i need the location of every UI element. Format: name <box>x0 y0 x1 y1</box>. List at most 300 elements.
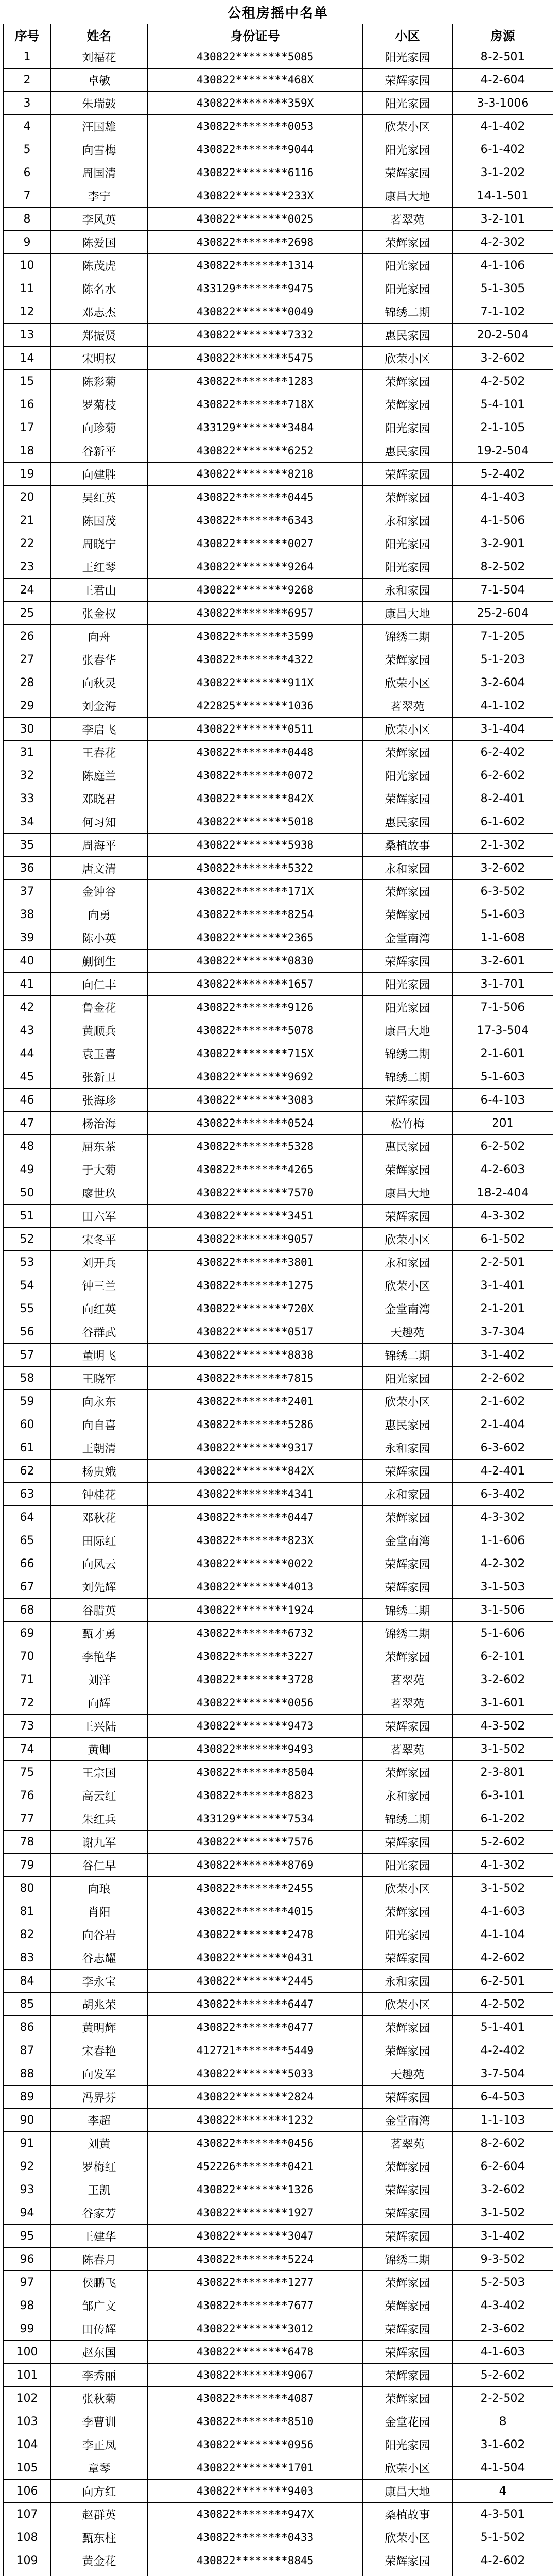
row-number: 68 <box>4 1599 51 1622</box>
community-cell: 锦绣二期 <box>363 1622 453 1645</box>
row-number: 58 <box>4 1367 51 1390</box>
community-cell: 阳光家园 <box>363 416 453 439</box>
table-row <box>4 1552 553 1575</box>
community-cell: 荣辉家园 <box>363 903 453 926</box>
table-row <box>4 2317 553 2341</box>
table-row <box>4 787 553 810</box>
table-row <box>4 2526 553 2549</box>
id-number-cell: 430822********1924 <box>148 1599 363 1622</box>
page-title: 公租房摇中名单 <box>227 6 328 21</box>
id-number-cell: 430822********5322 <box>148 857 363 880</box>
unit-cell: 5-2-602 <box>453 2364 553 2387</box>
row-number: 72 <box>4 1691 51 1715</box>
community-cell: 欣荣小区 <box>363 718 453 741</box>
table-row <box>4 2109 553 2132</box>
name-cell: 刘洋 <box>51 1668 148 1691</box>
table-row <box>4 973 553 996</box>
name-cell: 刘金海 <box>51 694 148 718</box>
table-row <box>4 509 553 532</box>
row-number: 96 <box>4 2248 51 2271</box>
column-header: 序号 <box>4 24 51 45</box>
community-cell: 荣辉家园 <box>363 1900 453 1923</box>
row-number: 44 <box>4 1042 51 1065</box>
name-cell: 向仁丰 <box>51 973 148 996</box>
table-row <box>4 463 553 486</box>
table-row <box>4 45 553 69</box>
id-number-cell: 430822********7815 <box>148 1367 363 1390</box>
unit-cell: 8-2-502 <box>453 555 553 579</box>
name-cell: 邓志杰 <box>51 300 148 324</box>
community-cell: 荣辉家园 <box>363 1575 453 1599</box>
table-row <box>4 1112 553 1135</box>
unit-cell: 4-2-502 <box>453 370 553 393</box>
table-row <box>4 1993 553 2016</box>
name-cell: 鲁金花 <box>51 996 148 1019</box>
community-cell: 荣辉家园 <box>363 1831 453 1854</box>
id-number-cell <box>148 2572 363 2576</box>
unit-cell: 6-1-202 <box>453 1807 553 1831</box>
row-number: 76 <box>4 1784 51 1807</box>
row-number: 67 <box>4 1575 51 1599</box>
id-number-cell: 430822********4015 <box>148 1900 363 1923</box>
name-cell: 陈庭兰 <box>51 764 148 787</box>
id-number-cell: 430822********9264 <box>148 555 363 579</box>
column-header: 身份证号 <box>148 24 363 45</box>
unit-cell: 3-1-602 <box>453 2433 553 2456</box>
row-number: 51 <box>4 1205 51 1228</box>
name-cell: 邹广文 <box>51 2294 148 2317</box>
table-row <box>4 393 553 416</box>
community-cell: 惠民家园 <box>363 810 453 834</box>
table-row <box>4 1274 553 1297</box>
row-number: 85 <box>4 1993 51 2016</box>
name-cell: 周国清 <box>51 161 148 184</box>
row-number: 84 <box>4 1970 51 1993</box>
row-number: 55 <box>4 1297 51 1320</box>
row-number: 1 <box>4 45 51 69</box>
table-row <box>4 115 553 138</box>
unit-cell: 8-2-602 <box>453 2132 553 2155</box>
unit-cell: 6-2-402 <box>453 741 553 764</box>
table-row <box>4 579 553 602</box>
community-cell: 金堂南湾 <box>363 1529 453 1552</box>
unit-cell: 4 <box>453 2480 553 2503</box>
id-number-cell: 430822********1232 <box>148 2109 363 2132</box>
id-number-cell: 430822********2698 <box>148 231 363 254</box>
name-cell: 向琅 <box>51 1877 148 1900</box>
id-number-cell: 430822********3227 <box>148 1645 363 1668</box>
unit-cell: 6-3-402 <box>453 1483 553 1506</box>
table-row <box>4 2480 553 2503</box>
name-cell: 甄才勇 <box>51 1622 148 1645</box>
id-number-cell: 430822********7677 <box>148 2294 363 2317</box>
unit-cell: 2-1-602 <box>453 1390 553 1413</box>
unit-cell: 3-1-402 <box>453 2225 553 2248</box>
unit-cell: 6-4-503 <box>453 2086 553 2109</box>
row-number: 101 <box>4 2364 51 2387</box>
row-number: 14 <box>4 347 51 370</box>
table-row <box>4 2155 553 2178</box>
unit-cell: 4-2-604 <box>453 69 553 92</box>
community-cell: 荣辉家园 <box>363 1946 453 1970</box>
name-cell: 周晓宁 <box>51 532 148 555</box>
unit-cell: 8 <box>453 2410 553 2433</box>
table-row <box>4 486 553 509</box>
name-cell: 黄金花 <box>51 2549 148 2572</box>
row-number: 79 <box>4 1854 51 1877</box>
unit-cell: 4-3-302 <box>453 1506 553 1529</box>
id-number-cell: 430822********1326 <box>148 2178 363 2201</box>
unit-cell: 3-2-601 <box>453 950 553 973</box>
community-cell: 茗翠苑 <box>363 1691 453 1715</box>
row-number: 81 <box>4 1900 51 1923</box>
unit-cell: 9-3-502 <box>453 2248 553 2271</box>
id-number-cell: 430822********6957 <box>148 602 363 625</box>
table-row <box>4 1390 553 1413</box>
name-cell: 卓敏 <box>51 69 148 92</box>
name-cell: 向永东 <box>51 1390 148 1413</box>
unit-cell: 6-1-502 <box>453 1228 553 1251</box>
name-cell: 廖世玖 <box>51 1181 148 1205</box>
unit-cell: 6-2-502 <box>453 1135 553 1158</box>
table-row <box>4 231 553 254</box>
table-row <box>4 1877 553 1900</box>
id-number-cell: 430822********947X <box>148 2503 363 2526</box>
id-number-cell: 430822********9493 <box>148 1738 363 1761</box>
name-cell: 侯鹏飞 <box>51 2271 148 2294</box>
table-row <box>4 2271 553 2294</box>
community-cell: 欣荣小区 <box>363 1228 453 1251</box>
table-row <box>4 810 553 834</box>
id-number-cell: 430822********0049 <box>148 300 363 324</box>
table-row <box>4 208 553 231</box>
id-number-cell: 430822********1275 <box>148 1274 363 1297</box>
id-number-cell: 430822********6447 <box>148 1993 363 2016</box>
row-number: 22 <box>4 532 51 555</box>
row-number: 74 <box>4 1738 51 1761</box>
unit-cell: 3-1-503 <box>453 1575 553 1599</box>
row-number: 42 <box>4 996 51 1019</box>
id-number-cell: 430822********9403 <box>148 2480 363 2503</box>
unit-cell: 3-1-601 <box>453 1691 553 1715</box>
row-number: 49 <box>4 1158 51 1181</box>
table-row <box>4 1622 553 1645</box>
unit-cell: 2-2-602 <box>453 1367 553 1390</box>
unit-cell: 5-1-401 <box>453 2016 553 2039</box>
table-row <box>4 2387 553 2410</box>
name-cell: 李秀丽 <box>51 2364 148 2387</box>
community-cell: 锦绣二期 <box>363 1042 453 1065</box>
row-number: 32 <box>4 764 51 787</box>
table-row <box>4 903 553 926</box>
id-number-cell: 430822********0524 <box>148 1112 363 1135</box>
unit-cell: 4-3-302 <box>453 1205 553 1228</box>
table-row <box>4 926 553 950</box>
unit-cell: 4-2-502 <box>453 1993 553 2016</box>
table-row <box>4 1158 553 1181</box>
name-cell: 刘福花 <box>51 45 148 69</box>
community-cell: 金堂花园 <box>363 2410 453 2433</box>
community-cell: 茗翠苑 <box>363 208 453 231</box>
community-cell: 阳光家园 <box>363 2433 453 2456</box>
community-cell: 康昌大地 <box>363 2480 453 2503</box>
table-row <box>4 2503 553 2526</box>
row-number: 25 <box>4 602 51 625</box>
name-cell: 王红琴 <box>51 555 148 579</box>
unit-cell: 1-1-103 <box>453 2109 553 2132</box>
row-number: 77 <box>4 1807 51 1831</box>
unit-cell: 6-2-101 <box>453 1645 553 1668</box>
name-cell: 邓晓君 <box>51 787 148 810</box>
id-number-cell: 430822********9473 <box>148 1715 363 1738</box>
row-number: 103 <box>4 2410 51 2433</box>
name-cell: 王凯 <box>51 2178 148 2201</box>
id-number-cell: 430822********0431 <box>148 1946 363 1970</box>
row-number: 109 <box>4 2549 51 2572</box>
unit-cell: 2-1-601 <box>453 1042 553 1065</box>
id-number-cell: 430822********8838 <box>148 1344 363 1367</box>
name-cell: 向勇 <box>51 903 148 926</box>
table-row <box>4 1715 553 1738</box>
name-cell: 谷仁早 <box>51 1854 148 1877</box>
id-number-cell: 412721********5449 <box>148 2039 363 2062</box>
unit-cell: 3-2-901 <box>453 532 553 555</box>
name-cell: 钟三兰 <box>51 1274 148 1297</box>
table-row <box>4 1436 553 1460</box>
row-number: 8 <box>4 208 51 231</box>
community-cell: 锦绣二期 <box>363 625 453 648</box>
row-number: 107 <box>4 2503 51 2526</box>
community-cell: 惠民家园 <box>363 1413 453 1436</box>
name-cell: 董明飞 <box>51 1344 148 1367</box>
row-number: 10 <box>4 254 51 277</box>
id-number-cell: 430822********7576 <box>148 1831 363 1854</box>
name-cell: 陈春月 <box>51 2248 148 2271</box>
community-cell: 荣辉家园 <box>363 1205 453 1228</box>
name-cell: 王宗国 <box>51 1761 148 1784</box>
name-cell: 周海平 <box>51 834 148 857</box>
row-number: 105 <box>4 2456 51 2480</box>
table-row <box>4 2132 553 2155</box>
community-cell: 桑植故事 <box>363 2503 453 2526</box>
name-cell: 李启飞 <box>51 718 148 741</box>
column-header: 小区 <box>363 24 453 45</box>
unit-cell: 2-1-404 <box>453 1413 553 1436</box>
row-number: 52 <box>4 1228 51 1251</box>
table-row <box>4 1784 553 1807</box>
unit-cell: 6-2-604 <box>453 2155 553 2178</box>
id-number-cell: 430822********5938 <box>148 834 363 857</box>
table-row <box>4 2039 553 2062</box>
name-cell: 甄东柱 <box>51 2526 148 2549</box>
id-number-cell: 430822********5475 <box>148 347 363 370</box>
table-row <box>4 1506 553 1529</box>
id-number-cell: 430822********0511 <box>148 718 363 741</box>
name-cell <box>51 2572 148 2576</box>
id-number-cell: 430822********0956 <box>148 2433 363 2456</box>
row-number: 71 <box>4 1668 51 1691</box>
id-number-cell: 430822********6343 <box>148 509 363 532</box>
table-row <box>4 1367 553 1390</box>
row-number: 95 <box>4 2225 51 2248</box>
name-cell: 向珍菊 <box>51 416 148 439</box>
name-cell: 陈彩菊 <box>51 370 148 393</box>
table-row <box>4 1205 553 1228</box>
community-cell: 锦绣二期 <box>363 300 453 324</box>
unit-cell: 14-1-501 <box>453 184 553 208</box>
row-number: 50 <box>4 1181 51 1205</box>
id-number-cell: 430822********171X <box>148 880 363 903</box>
name-cell: 黄顺兵 <box>51 1019 148 1042</box>
table-row <box>4 555 553 579</box>
name-cell: 向雪梅 <box>51 138 148 161</box>
community-cell: 阳光家园 <box>363 1923 453 1946</box>
table-row <box>4 602 553 625</box>
unit-cell: 3-2-602 <box>453 347 553 370</box>
row-number: 100 <box>4 2341 51 2364</box>
unit-cell: 3-2-604 <box>453 671 553 694</box>
table-row <box>4 532 553 555</box>
name-cell: 陈名水 <box>51 277 148 300</box>
id-number-cell: 430822********9067 <box>148 2364 363 2387</box>
community-cell: 阳光家园 <box>363 555 453 579</box>
name-cell: 向红英 <box>51 1297 148 1320</box>
id-number-cell: 430822********5328 <box>148 1135 363 1158</box>
id-number-cell: 430822********842X <box>148 1460 363 1483</box>
table-row <box>4 1019 553 1042</box>
id-number-cell: 430822********5286 <box>148 1413 363 1436</box>
unit-cell: 2-1-201 <box>453 1297 553 1320</box>
row-number: 82 <box>4 1923 51 1946</box>
unit-cell: 5-1-603 <box>453 1065 553 1089</box>
table-row <box>4 2062 553 2086</box>
name-cell: 陈茂虎 <box>51 254 148 277</box>
id-number-cell: 430822********8845 <box>148 2549 363 2572</box>
row-number: 78 <box>4 1831 51 1854</box>
name-cell: 王春花 <box>51 741 148 764</box>
community-cell: 荣辉家园 <box>363 1552 453 1575</box>
table-row <box>4 300 553 324</box>
community-cell: 茗翠苑 <box>363 1738 453 1761</box>
allocation-table <box>3 24 553 2576</box>
row-number: 57 <box>4 1344 51 1367</box>
table-row <box>4 439 553 463</box>
name-cell: 田六军 <box>51 1205 148 1228</box>
community-cell: 荣辉家园 <box>363 1645 453 1668</box>
name-cell: 王君山 <box>51 579 148 602</box>
name-cell: 陈小英 <box>51 926 148 950</box>
community-cell: 阳光家园 <box>363 254 453 277</box>
row-number: 15 <box>4 370 51 393</box>
unit-cell: 5-1-203 <box>453 648 553 671</box>
community-cell: 荣辉家园 <box>363 2271 453 2294</box>
table-row <box>4 1320 553 1344</box>
community-cell: 惠民家园 <box>363 324 453 347</box>
community-cell: 欣荣小区 <box>363 2526 453 2549</box>
column-header: 房源 <box>453 24 553 45</box>
community-cell: 松竹梅 <box>363 1112 453 1135</box>
community-cell: 荣辉家园 <box>363 787 453 810</box>
community-cell: 永和家园 <box>363 1483 453 1506</box>
unit-cell: 6-2-501 <box>453 1970 553 1993</box>
unit-cell: 3-1-404 <box>453 718 553 741</box>
community-cell: 康昌大地 <box>363 1181 453 1205</box>
id-number-cell: 430822********4013 <box>148 1575 363 1599</box>
unit-cell: 3-1-202 <box>453 161 553 184</box>
table-row <box>4 2178 553 2201</box>
name-cell: 向方红 <box>51 2480 148 2503</box>
unit-cell: 20-2-504 <box>453 324 553 347</box>
unit-cell: 3-3-1006 <box>453 92 553 115</box>
name-cell: 向发军 <box>51 2062 148 2086</box>
table-row <box>4 2201 553 2225</box>
table-row <box>4 2410 553 2433</box>
id-number-cell: 430822********823X <box>148 1529 363 1552</box>
name-cell: 向秋灵 <box>51 671 148 694</box>
unit-cell: 6-2-602 <box>453 764 553 787</box>
id-number-cell: 433129********9475 <box>148 277 363 300</box>
community-cell: 永和家园 <box>363 1970 453 1993</box>
unit-cell: 4-1-106 <box>453 254 553 277</box>
community-cell: 荣辉家园 <box>363 1158 453 1181</box>
community-cell: 天趣苑 <box>363 1320 453 1344</box>
community-cell: 惠民家园 <box>363 1135 453 1158</box>
community-cell: 荣辉家园 <box>363 1761 453 1784</box>
community-cell <box>363 2572 453 2576</box>
community-cell: 荣辉家园 <box>363 1089 453 1112</box>
row-number: 31 <box>4 741 51 764</box>
unit-cell: 2-3-801 <box>453 1761 553 1784</box>
id-number-cell: 452226********0421 <box>148 2155 363 2178</box>
id-number-cell: 430822********715X <box>148 1042 363 1065</box>
table-row <box>4 718 553 741</box>
community-cell: 荣辉家园 <box>363 69 453 92</box>
row-number: 27 <box>4 648 51 671</box>
table-row <box>4 324 553 347</box>
id-number-cell: 430822********0830 <box>148 950 363 973</box>
id-number-cell: 430822********8510 <box>148 2410 363 2433</box>
row-number: 104 <box>4 2433 51 2456</box>
table-row <box>4 996 553 1019</box>
id-number-cell: 433129********7534 <box>148 1807 363 1831</box>
unit-cell: 3-7-304 <box>453 1320 553 1344</box>
community-cell: 茗翠苑 <box>363 694 453 718</box>
name-cell: 黄卿 <box>51 1738 148 1761</box>
row-number: 59 <box>4 1390 51 1413</box>
community-cell: 桑植故事 <box>363 834 453 857</box>
table-row <box>4 1228 553 1251</box>
community-cell: 荣辉家园 <box>363 231 453 254</box>
id-number-cell: 430822********2445 <box>148 1970 363 1993</box>
unit-cell: 4-1-603 <box>453 2341 553 2364</box>
header-row <box>4 24 553 45</box>
table-row <box>4 69 553 92</box>
table-row <box>4 1344 553 1367</box>
table-row <box>4 2294 553 2317</box>
community-cell: 荣辉家园 <box>363 2294 453 2317</box>
unit-cell: 3-1-502 <box>453 1877 553 1900</box>
community-cell: 永和家园 <box>363 509 453 532</box>
row-number: 64 <box>4 1506 51 1529</box>
id-number-cell: 430822********3599 <box>148 625 363 648</box>
table-row <box>4 1181 553 1205</box>
row-number: 73 <box>4 1715 51 1738</box>
id-number-cell: 430822********3451 <box>148 1205 363 1228</box>
unit-cell: 2-2-501 <box>453 1251 553 1274</box>
table-row <box>4 1135 553 1158</box>
id-number-cell: 430822********9692 <box>148 1065 363 1089</box>
row-number: 21 <box>4 509 51 532</box>
